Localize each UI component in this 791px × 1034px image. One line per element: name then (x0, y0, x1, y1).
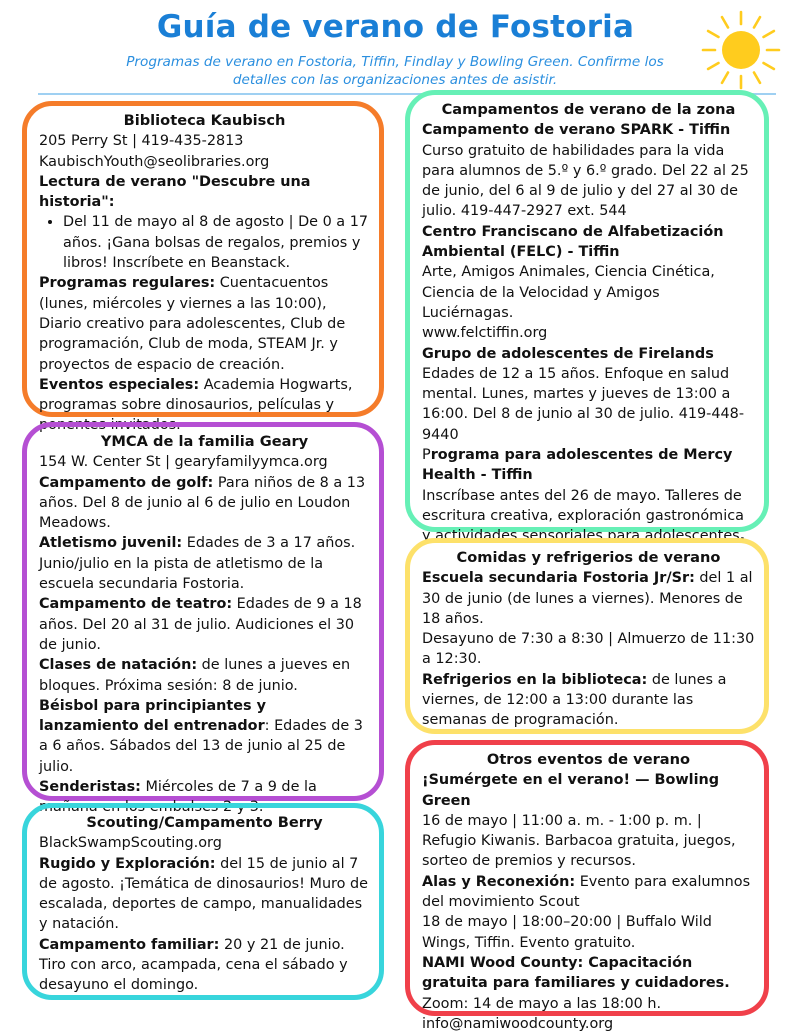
roar-explore-label: Rugido y Exploración: (39, 855, 216, 872)
mercy-label: rograma para adolescentes de Mercy Health - Tiffin (422, 447, 733, 484)
swim-classes (39, 655, 370, 696)
other-events-card (405, 740, 769, 1032)
school-meals-text: del 1 al 30 de junio (de lunes a viernes). Menores de 18 años. (422, 570, 753, 627)
regular-programs-label: Programas regulares: (39, 275, 216, 292)
golf-camp-text: Para niños de 8 a 13 años. Del 8 de junio al 6 de julio en Loudon Meadows. (39, 474, 366, 532)
area-camps-card (405, 90, 769, 545)
alas-details: 18 de mayo | 18:00–20:00 | Buffalo Wild Wings, Tiffin. Evento gratuito. (422, 914, 712, 951)
youth-track (39, 533, 370, 594)
beginner-baseball-text: : Edades de 3 a 6 años. Sábados del 13 de junio al 25 de julio. (39, 718, 363, 775)
felc-text: Arte, Amigos Animales, Ciencia Cinética, Ciencia de la Velocidad y Amigos Luciérnagas. (422, 264, 715, 321)
family-camp (39, 935, 370, 996)
kaubisch-email[interactable]: KaubischYouth@seolibraries.org (39, 153, 270, 170)
mercy-period: . (739, 528, 746, 545)
ymca-address: 154 W. Center St | gearyfamilyymca.org (39, 454, 328, 471)
hikers-label: Senderistas: (39, 779, 141, 796)
camps-title: Campamentos de verano de la zona (441, 101, 736, 118)
mercy-heading (422, 445, 755, 486)
dive-summer-text: 16 de mayo | 11:00 a. m. - 1:00 p. m. | Refugio Kiwanis. Barbacoa gratuita, juegos, sorteo de premios y recursos. (422, 812, 736, 870)
alas-event (422, 872, 755, 913)
special-events-text: Academia Hogwarts, programas sobre dinosaurios, películas y ponentes invitados. (39, 376, 353, 434)
library-snacks (422, 670, 755, 731)
spark-camp-text: Curso gratuito de habilidades para la vida para alumnos de 5.º y 6.º grado. Del 22 al 25 de junio, del 6 al 9 de julio y del 27 al 30 de julio. 419-447-2927 ext. 544 (422, 142, 749, 220)
swim-classes-text: de lunes a jueves en bloques. Próxima sesión: 8 de junio. (39, 657, 351, 694)
page-title: Guía de verano de Fostoria (156, 9, 635, 45)
mercy-text: Inscríbase antes del 26 de mayo. Talleres de escritura creativa, exploración gastronómica y actividades sensoriales para adolescentes (422, 487, 744, 545)
nami-label: NAMI Wood County: Capacitación gratuita para familiares y cuidadores. (422, 954, 730, 992)
other-events-title: Otros eventos de verano (486, 751, 691, 768)
golf-camp (39, 473, 370, 534)
school-meal-hours: Desayuno de 7:30 a 8:30 | Almuerzo de 11:30 a 12:30. (422, 631, 755, 668)
firelands-text: Edades de 12 a 15 años. Enfoque en salud mental. Lunes, martes y jueves de 13:00 a 16:00. Del 8 de junio al 30 de julio. 419-448-9440 (422, 365, 745, 443)
family-camp-text: 20 y 21 de junio. Tiro con arco, acampada, cena el sábado y desayuno el domingo. (39, 936, 348, 994)
theater-camp-text: Edades de 9 a 18 años. Del 20 al 31 de julio. Audiciones el 30 de junio. (39, 596, 362, 653)
meals-title: Comidas y refrigerios de verano (456, 549, 721, 566)
scouting-title: Scouting/Campamento Berry (86, 814, 323, 831)
beginner-baseball-label: Béisbol para principiantes y lanzamiento del entrenador (39, 697, 267, 735)
kaubisch-title: Biblioteca Kaubisch (123, 112, 286, 129)
kaubisch-library-card (22, 101, 384, 434)
felc-label: Centro Franciscano de Alfabetización Ambiental (FELC) - Tiffin (422, 223, 724, 261)
theater-camp (39, 594, 370, 655)
dive-summer-label: ¡Sumérgete en el verano! — Bowling Green (422, 772, 720, 809)
school-meals (422, 568, 755, 629)
family-camp-label: Campamento familiar: (39, 936, 220, 953)
nami-email[interactable]: info@namiwoodcounty.org (422, 1015, 614, 1032)
theater-camp-label: Campamento de teatro: (39, 596, 233, 613)
ymca-card (22, 422, 384, 816)
hikers-text: Miércoles de 7 a 9 de la mañana en los embalses 2 y 3. (39, 779, 317, 816)
regular-programs-text: Cuentacuentos (lunes, miércoles y viernes a las 10:00), Diario creativo para adolescentes, Club de programación, Club de moda, STEAM Jr. y proyectos de espacio de creación. (39, 275, 346, 373)
sun-icon (698, 7, 784, 93)
youth-track-text: Edades de 3 a 17 años. Junio/julio en la pista de atletismo de la escuela secundaria Fostoria. (39, 535, 356, 593)
reading-program-list (39, 212, 370, 273)
beginner-baseball (39, 696, 370, 777)
roar-explore-text: del 15 de junio al 7 de agosto. ¡Temática de dinosaurios! Muro de escalada, deportes de campo, manualidades y natación. (39, 855, 369, 933)
golf-camp-label: Campamento de golf: (39, 474, 214, 491)
reading-program-item: • Del 11 de mayo al 8 de agosto | De 0 a 17 años. ¡Gana bolsas de regalos, premios y libros! Inscríbete en Beanstack. (63, 212, 370, 273)
scouting-website[interactable]: BlackSwampScouting.org (39, 835, 222, 852)
kaubisch-address: 205 Perry St | 419-435-2813 (39, 133, 244, 150)
library-snacks-text: de lunes a viernes, de 12:00 a 13:00 durante las semanas de programación. (422, 671, 727, 729)
regular-programs (39, 273, 370, 374)
felc-url[interactable]: www.felctiffin.org (422, 325, 548, 342)
youth-track-label: Atletismo juvenil: (39, 535, 183, 552)
ymca-title: YMCA de la familia Geary (100, 433, 309, 450)
swim-classes-label: Clases de natación: (39, 657, 198, 674)
special-events-label: Eventos especiales: (39, 376, 200, 393)
page-subtitle: Programas de verano en Fostoria, Tiffin, Findlay y Bowling Green. Confirme los detalles con las organizaciones antes de asistir. (126, 54, 664, 88)
roar-explore (39, 854, 370, 935)
mercy-first-letter: P (422, 447, 431, 464)
library-snacks-label: Refrigerios en la biblioteca: (422, 671, 648, 688)
scouting-card (22, 803, 384, 1000)
reading-program-label: Lectura de verano "Descubre una historia": (39, 173, 311, 211)
nami-text: Zoom: 14 de mayo a las 18:00 h. (422, 995, 662, 1012)
spark-camp-label: Campamento de verano SPARK - Tiffin (422, 122, 731, 139)
alas-text: Evento para exalumnos del movimiento Scout (422, 873, 751, 911)
firelands-label: Grupo de adolescentes de Firelands (422, 345, 714, 362)
alas-label: Alas y Reconexión: (422, 873, 576, 890)
school-meals-label: Escuela secundaria Fostoria Jr/Sr: (422, 570, 695, 587)
meals-card (405, 538, 769, 734)
